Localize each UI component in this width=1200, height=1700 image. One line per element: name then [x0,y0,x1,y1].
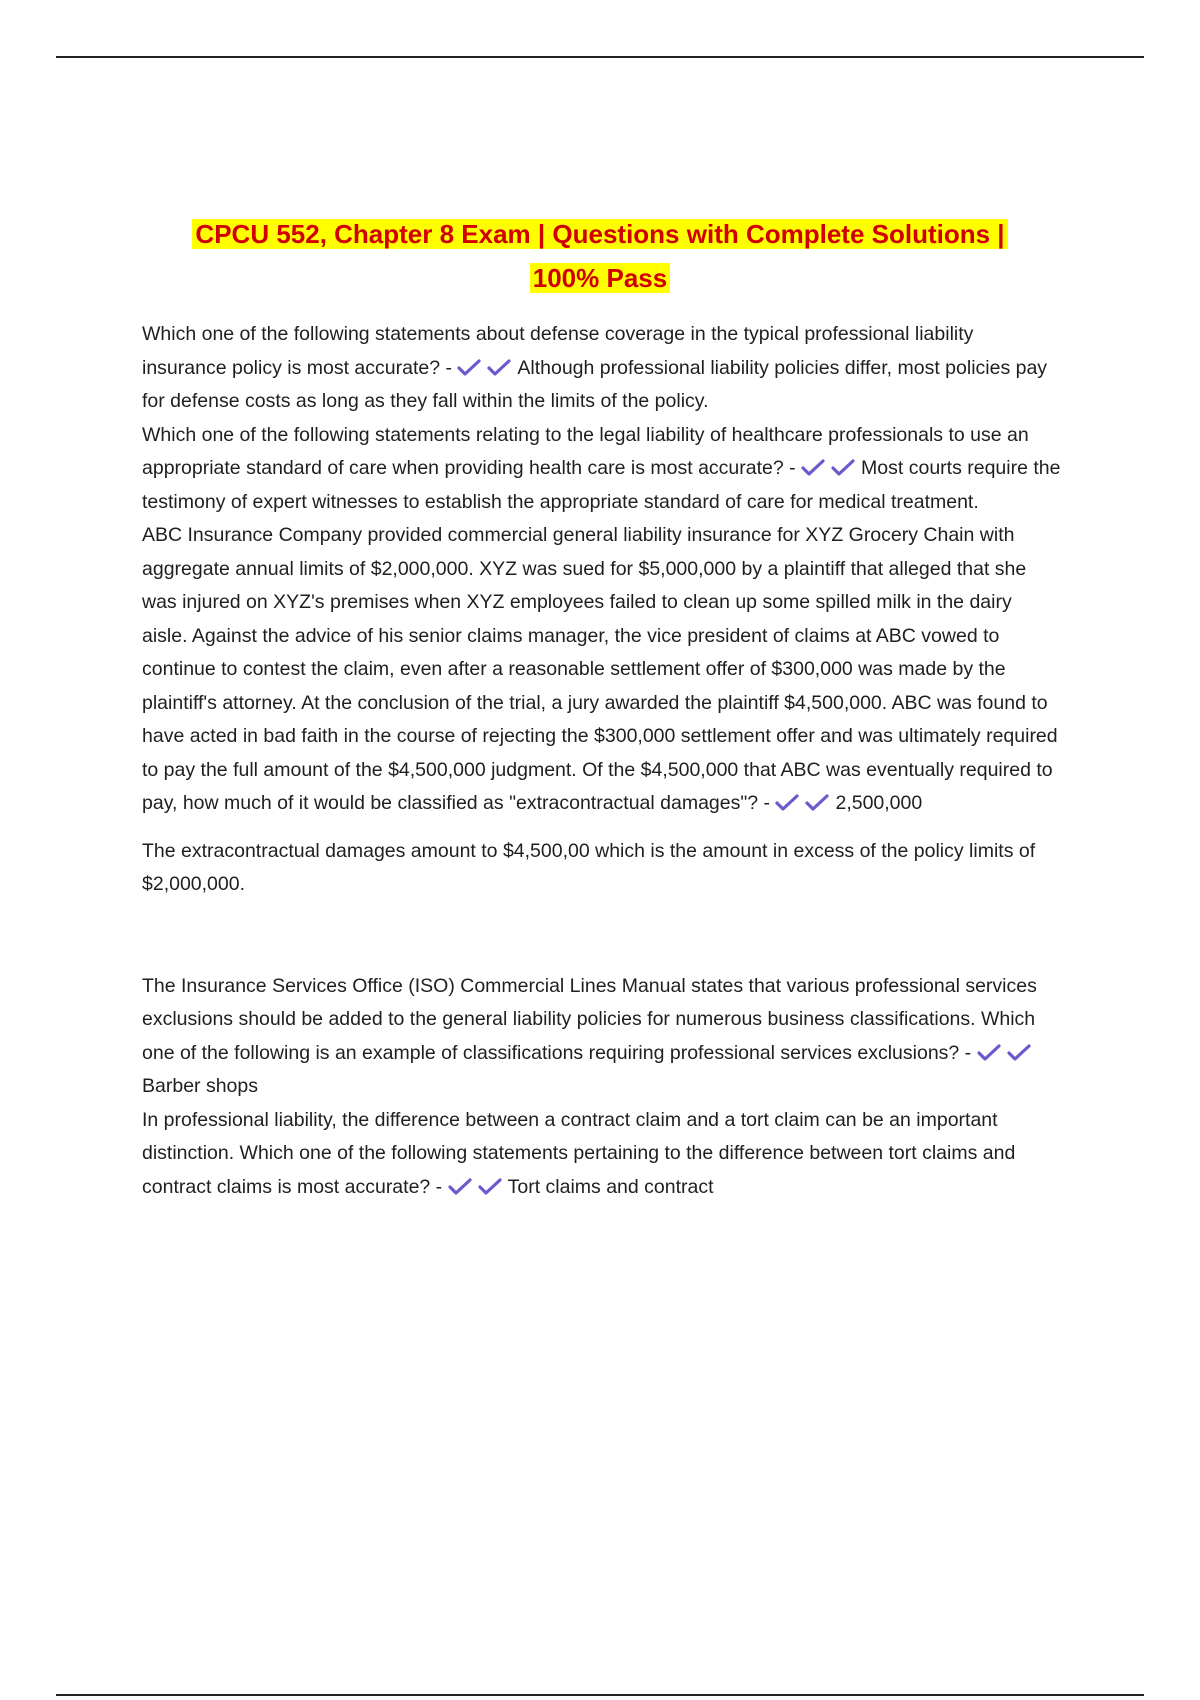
question-text: The Insurance Services Office (ISO) Commercial Lines Manual states that various professional services exclusions should be added to the general liability policies for numerous business classifications. Which one of the following is an example of classifications requiring professional services exclusions? - [142,974,1037,1064]
double-check-icon [775,794,799,812]
double-check-icon [805,794,829,812]
double-check-icon [801,459,825,477]
answer-explanation: The extracontractual damages amount to $4,500,00 which is the amount in excess of the policy limits of $2,000,000. [142,839,1036,895]
answer-text: Most courts require the testimony of expert witnesses to establish the appropriate standard of care for medical treatment. [142,457,1061,513]
double-check-icon [487,359,511,377]
bottom-rule [56,1694,1144,1696]
top-rule [56,56,1144,58]
question-item-3 [142,519,1062,821]
answer-text: Barber shops [142,1075,258,1097]
double-check-icon [1007,1044,1031,1062]
question-text: In professional liability, the difference between a contract claim and a tort claim can be an important distinction. Which one of the following statements pertaining to the difference between tort claims and contract claims is most accurate? - [142,1108,1016,1198]
question-text: Which one of the following statements about defense coverage in the typical professional liability insurance policy is most accurate? - [142,323,974,379]
double-check-icon [457,359,481,377]
question-item-5 [142,1104,1062,1205]
title-line-1: CPCU 552, Chapter 8 Exam | Questions with Complete Solutions | [192,219,1007,249]
answer-text: 2,500,000 [835,792,923,814]
question-item-2 [142,419,1062,520]
double-check-icon [831,459,855,477]
question-text: ABC Insurance Company provided commercial general liability insurance for XYZ Grocery Chain with aggregate annual limits of $2,000,000. XYZ was sued for $5,000,000 by a plaintiff that alleged that she was injured on XYZ's premises when XYZ employees failed to clean up some spilled milk in the dairy aisle. Against the advice of his senior claims manager, the vice president of claims at ABC vowed to continue to contest the claim, even after a reasonable settlement offer of $300,000 was made by the plaintiff's attorney. At the conclusion of the trial, a jury awarded the plaintiff $4,500,000. ABC was found to have acted in bad faith in the course of rejecting the $300,000 settlement offer and was ultimately required to pay the full amount of the $4,500,000 judgment. Of the $4,500,000 that ABC was eventually required to pay, how much of it would be classified as "extracontractual damages"? - [142,524,1058,814]
question-item-1 [142,318,1062,419]
double-check-icon [478,1178,502,1196]
document-title [120,212,1080,300]
question-item-4 [142,970,1062,1104]
answer-text: Tort claims and contract [507,1175,714,1198]
double-check-icon [977,1044,1001,1062]
question-text: Which one of the following statements relating to the legal liability of healthcare professionals to use an appropriate standard of care when providing health care is most accurate? - [142,423,1029,479]
answer-text: Although professional liability policies differ, most policies pay for defense costs as long as they fall within the limits of the policy. [142,356,1048,412]
double-check-icon [448,1178,472,1196]
question-list [142,318,1062,1204]
title-line-2: 100% Pass [530,263,670,293]
